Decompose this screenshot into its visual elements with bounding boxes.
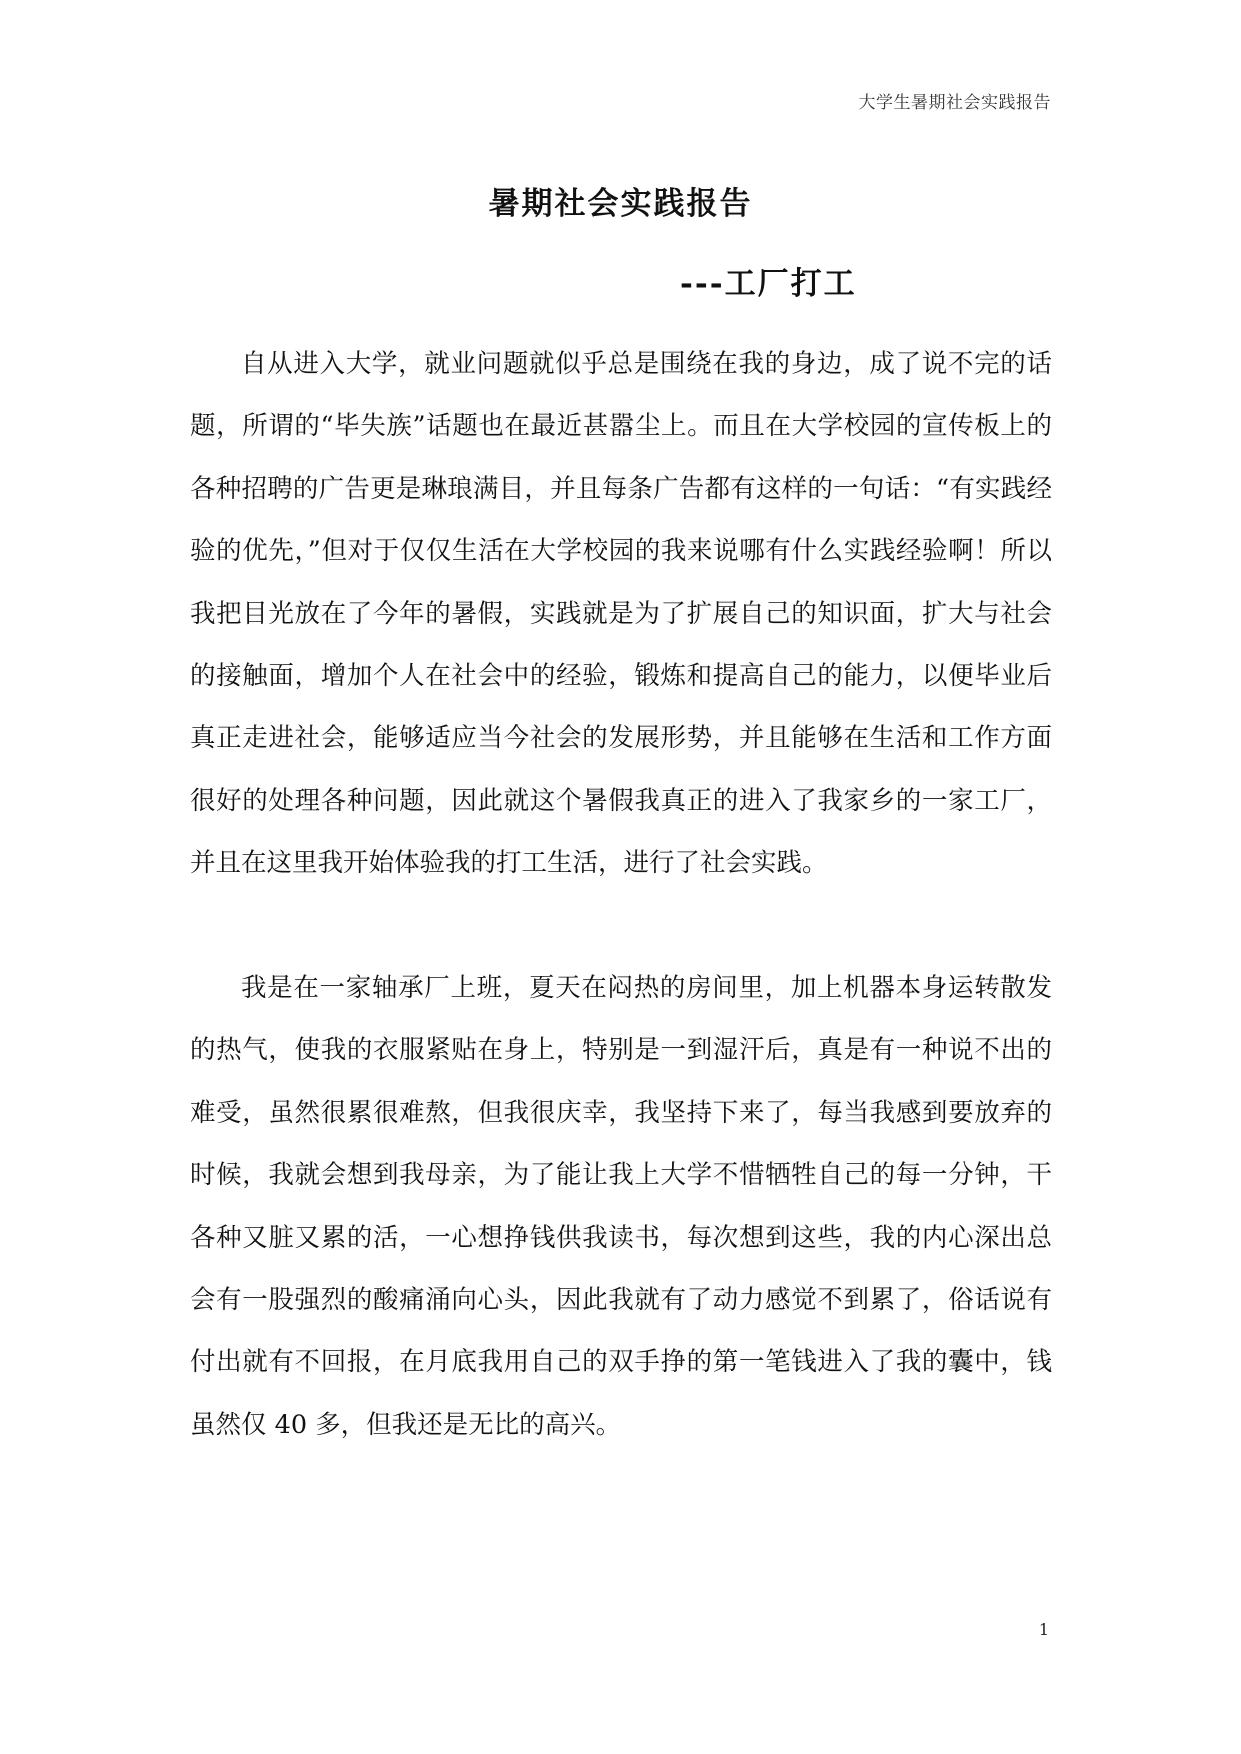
running-header: 大学生暑期社会实践报告: [858, 93, 1051, 113]
page-number: 1: [1038, 1620, 1049, 1639]
document-subtitle: ---工厂打工: [680, 266, 857, 302]
body-paragraph: 我是在一家轴承厂上班，夏天在闷热的房间里，加上机器本身运转散发的热气，使我的衣服紧贴在身上，特别是一到湿汗后，真是有一种说不出的难受，虽然很累很难熬，但我很庆幸，我坚持下来了，每当我感到要放弃的时候，我就会想到我母亲，为了能让我上大学不惜牺牲自己的每一分钟，干各种又脏又累的活，一心想挣钱供我读书，每次想到这些，我的内心深出总会有一股强烈的酸痛涌向心头，因此我就有了动力感觉不到累了，俗话说有付出就有不回报，在月底我用自己的双手挣的第一笔钱进入了我的囊中，钱虽然仅 40 多，但我还是无比的高兴。: [190, 973, 1052, 1440]
header-rule: [190, 122, 1051, 123]
document-title: 暑期社会实践报告: [488, 186, 753, 222]
body-paragraph: 自从进入大学，就业问题就似乎总是围绕在我的身边，成了说不完的话题，所谓的“毕失族”话题也在最近甚嚣尘上。而且在大学校园的宣传板上的各种招聘的广告更是琳琅满目，并且每条广告都有这样的一句话：“有实践经验的优先，”但对于仅仅生活在大学校园的我来说哪有什么实践经验啊！所以我把目光放在了今年的暑假，实践就是为了扩展自己的知识面，扩大与社会的接触面，增加个人在社会中的经验，锻炼和提高自己的能力，以便毕业后真正走进社会，能够适应当今社会的发展形势，并且能够在生活和工作方面很好的处理各种问题，因此就这个暑假我真正的进入了我家乡的一家工厂，并且在这里我开始体验我的打工生活，进行了社会实践。: [190, 349, 1052, 879]
